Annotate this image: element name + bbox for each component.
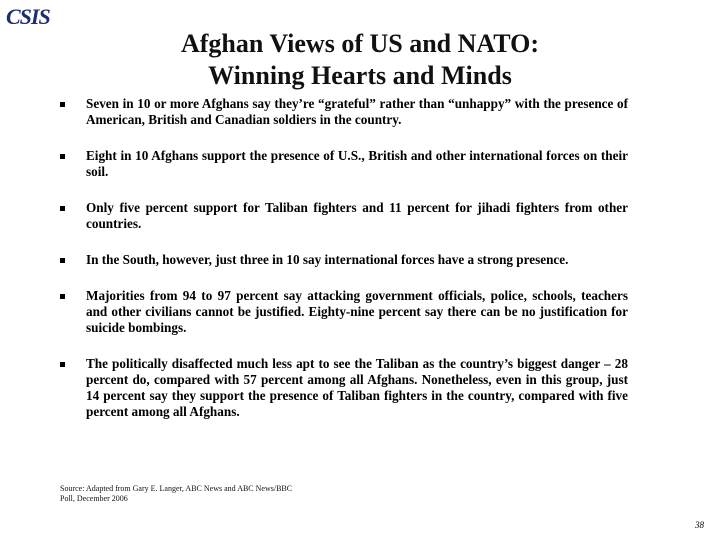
bullet-text: Eight in 10 Afghans support the presence of U.S., British and other international forces on their soil. [86,148,628,179]
title-line-1: Afghan Views of US and NATO: [180,29,540,58]
bullet-text: The politically disaffected much less apt to see the Taliban as the country’s biggest danger – 28 percent do, compared with 57 percent among all Afghans. Nonetheless, even in this group, just 14 percent say they support the presence of Taliban fighters in the country, compared with five percent among all Afghans. [86,356,628,419]
bullet-item [58,148,628,180]
bullet-text: In the South, however, just three in 10 say international forces have a strong presence. [86,252,569,267]
source-line-2: Poll, December 2006 [60,494,128,503]
bullet-icon [60,258,65,263]
source-line-1: Source: Adapted from Gary E. Langer, ABC News and ABC News/BBC [60,484,293,493]
title-line-2: Winning Hearts and Minds [208,61,512,90]
bullet-text: Majorities from 94 to 97 percent say attacking government officials, police, schools, teachers and other civilians cannot be justified. Eighty-nine percent say there can be no justification for suicide bombings. [86,288,628,335]
slide-title [80,28,640,92]
bullet-icon [60,102,65,107]
bullet-icon [60,294,65,299]
bullet-item [58,288,628,336]
csis-logo: CSIS [6,4,50,29]
source-note [60,484,360,504]
bullet-icon [60,206,65,211]
bullet-text: Only five percent support for Taliban fighters and 11 percent for jihadi fighters from other countries. [86,200,628,231]
bullet-text: Seven in 10 or more Afghans say they’re “grateful” rather than “unhappy” with the presence of American, British and Canadian soldiers in the country. [86,96,628,127]
bullet-item [58,200,628,232]
bullet-icon [60,362,65,367]
page-number: 38 [695,520,704,530]
bullet-item [58,252,628,268]
bullet-item [58,356,628,420]
bullet-item [58,96,628,128]
bullet-icon [60,154,65,159]
bullet-list [58,96,628,440]
